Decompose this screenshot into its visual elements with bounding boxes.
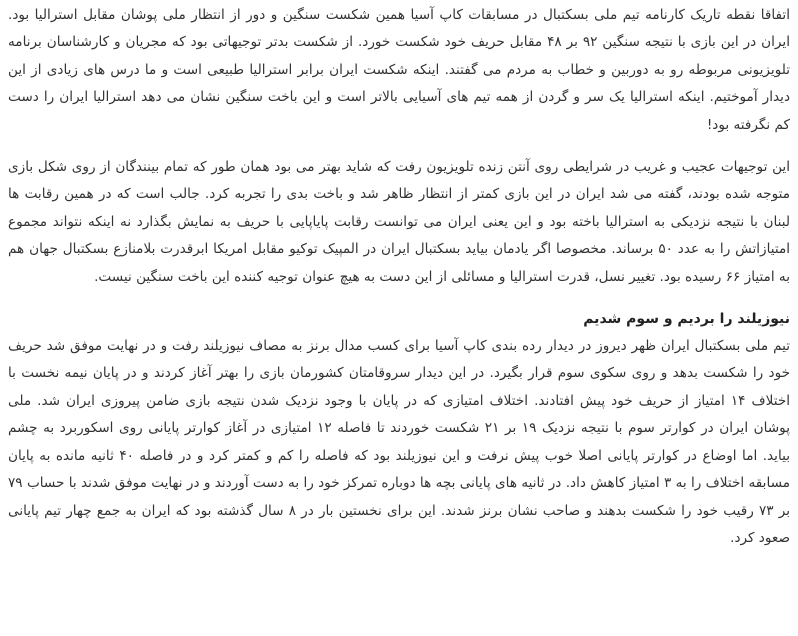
article-paragraph-2: این توجیهات عجیب و غریب در شرایطی روی آنتن زنده تلویزیون رفت که شاید بهتر می بود همان طور که تمام بینندگان از روی شکل بازی متوجه شده بودند، گفته می شد ایران در این بازی کمتر از انتظار ظاهر شد و باخت بدی را تجربه کرد. جالب است که در همین رقابت ها لبنان با نتیجه نزدیکی به استرالیا باخته بود و این یعنی ایران می توانست رقابت پایاپایی با حریف به نمایش بگذارد نه اینکه نتواند مجموع امتیازاتش را به عدد ۵۰ برساند. مخصوصا اگر یادمان بیاید بسکتبال ایران در المپیک توکیو مقابل امریکا ابرقدرت بلامنازع بسکتبال جهان هم به امتیاز ۶۶ رسیده بود. تغییر نسل، قدرت استرالیا و مسائلی از این دست به هیچ عنوان توجیه کننده این باخت سنگین نیست.: [8, 159, 790, 285]
article-paragraph-3: تیم ملی بسکتبال ایران ظهر دیروز در دیدار رده بندی کاپ آسیا برای کسب مدال برنز به مصاف نیوزیلند رفت و در نهایت موفق شد حریف خود را شکست بدهد و روی سکوی سوم قرار بگیرد. در این دیدار سروقامتان کشورمان بازی را بهتر آغاز کردند و در پایان نیمه نخست با اختلاف ۱۴ امتیاز از حریف خود پیش افتادند. اختلاف امتیازی که در پایان با وجود نزدیک شدن نتیجه بازی ضامن پیروزی ایران شد. ملی پوشان ایران در کوارتر سوم با نتیجه نزدیک ۱۹ بر ۲۱ شکست خوردند تا فاصله ۱۲ امتیازی در آغاز کوارتر پایانی روی اسکوربرد به چشم بیاید. اما اوضاع در کوارتر پایانی اصلا خوب پیش نرفت و این نیوزیلند بود که فاصله را کم و کمتر کرد و در فاصله ۴۰ ثانیه مانده به پایان مسابقه اختلاف را به ۳ امتیاز کاهش داد. در ثانیه های پایانی بچه ها دوباره تمرکز خود را به دست آوردند و در نهایت موفق شدند با حساب ۷۹ بر ۷۳ رقیب خود را شکست بدهند و صاحب نشان برنز شدند. این برای نخستین بار در ۸ سال گذشته بود که ایران به جمع چهار تیم پایانی صعود کرد.: [8, 338, 791, 546]
section-heading: نیوزیلند را بردیم و سوم شدیم: [583, 311, 790, 328]
article-paragraph-1: اتفاقا نقطه تاریک کارنامه تیم ملی بسکتبال در مسابقات کاپ آسیا همین شکست سنگین و دور از انتظار ملی پوشان مقابل استرالیا بود. ایران در این بازی با نتیجه سنگین ۹۲ بر ۴۸ مقابل حریف خود شکست خورد. از شکست بدتر توجیهاتی بود که مجریان و کارشناسان برنامه تلویزیونی مربوطه رو به دوربین و خطاب به مردم می گفتند. اینکه شکست ایران برابر استرالیا طبیعی است و ما درس های زیادی از این دیدار آموختیم. اینکه استرالیا یک سر و گردن از همه تیم های آسیایی بالاتر است و این باخت سنگین نشان می دهد استرالیا ایران را دست کم نگرفته بود!: [8, 7, 790, 133]
